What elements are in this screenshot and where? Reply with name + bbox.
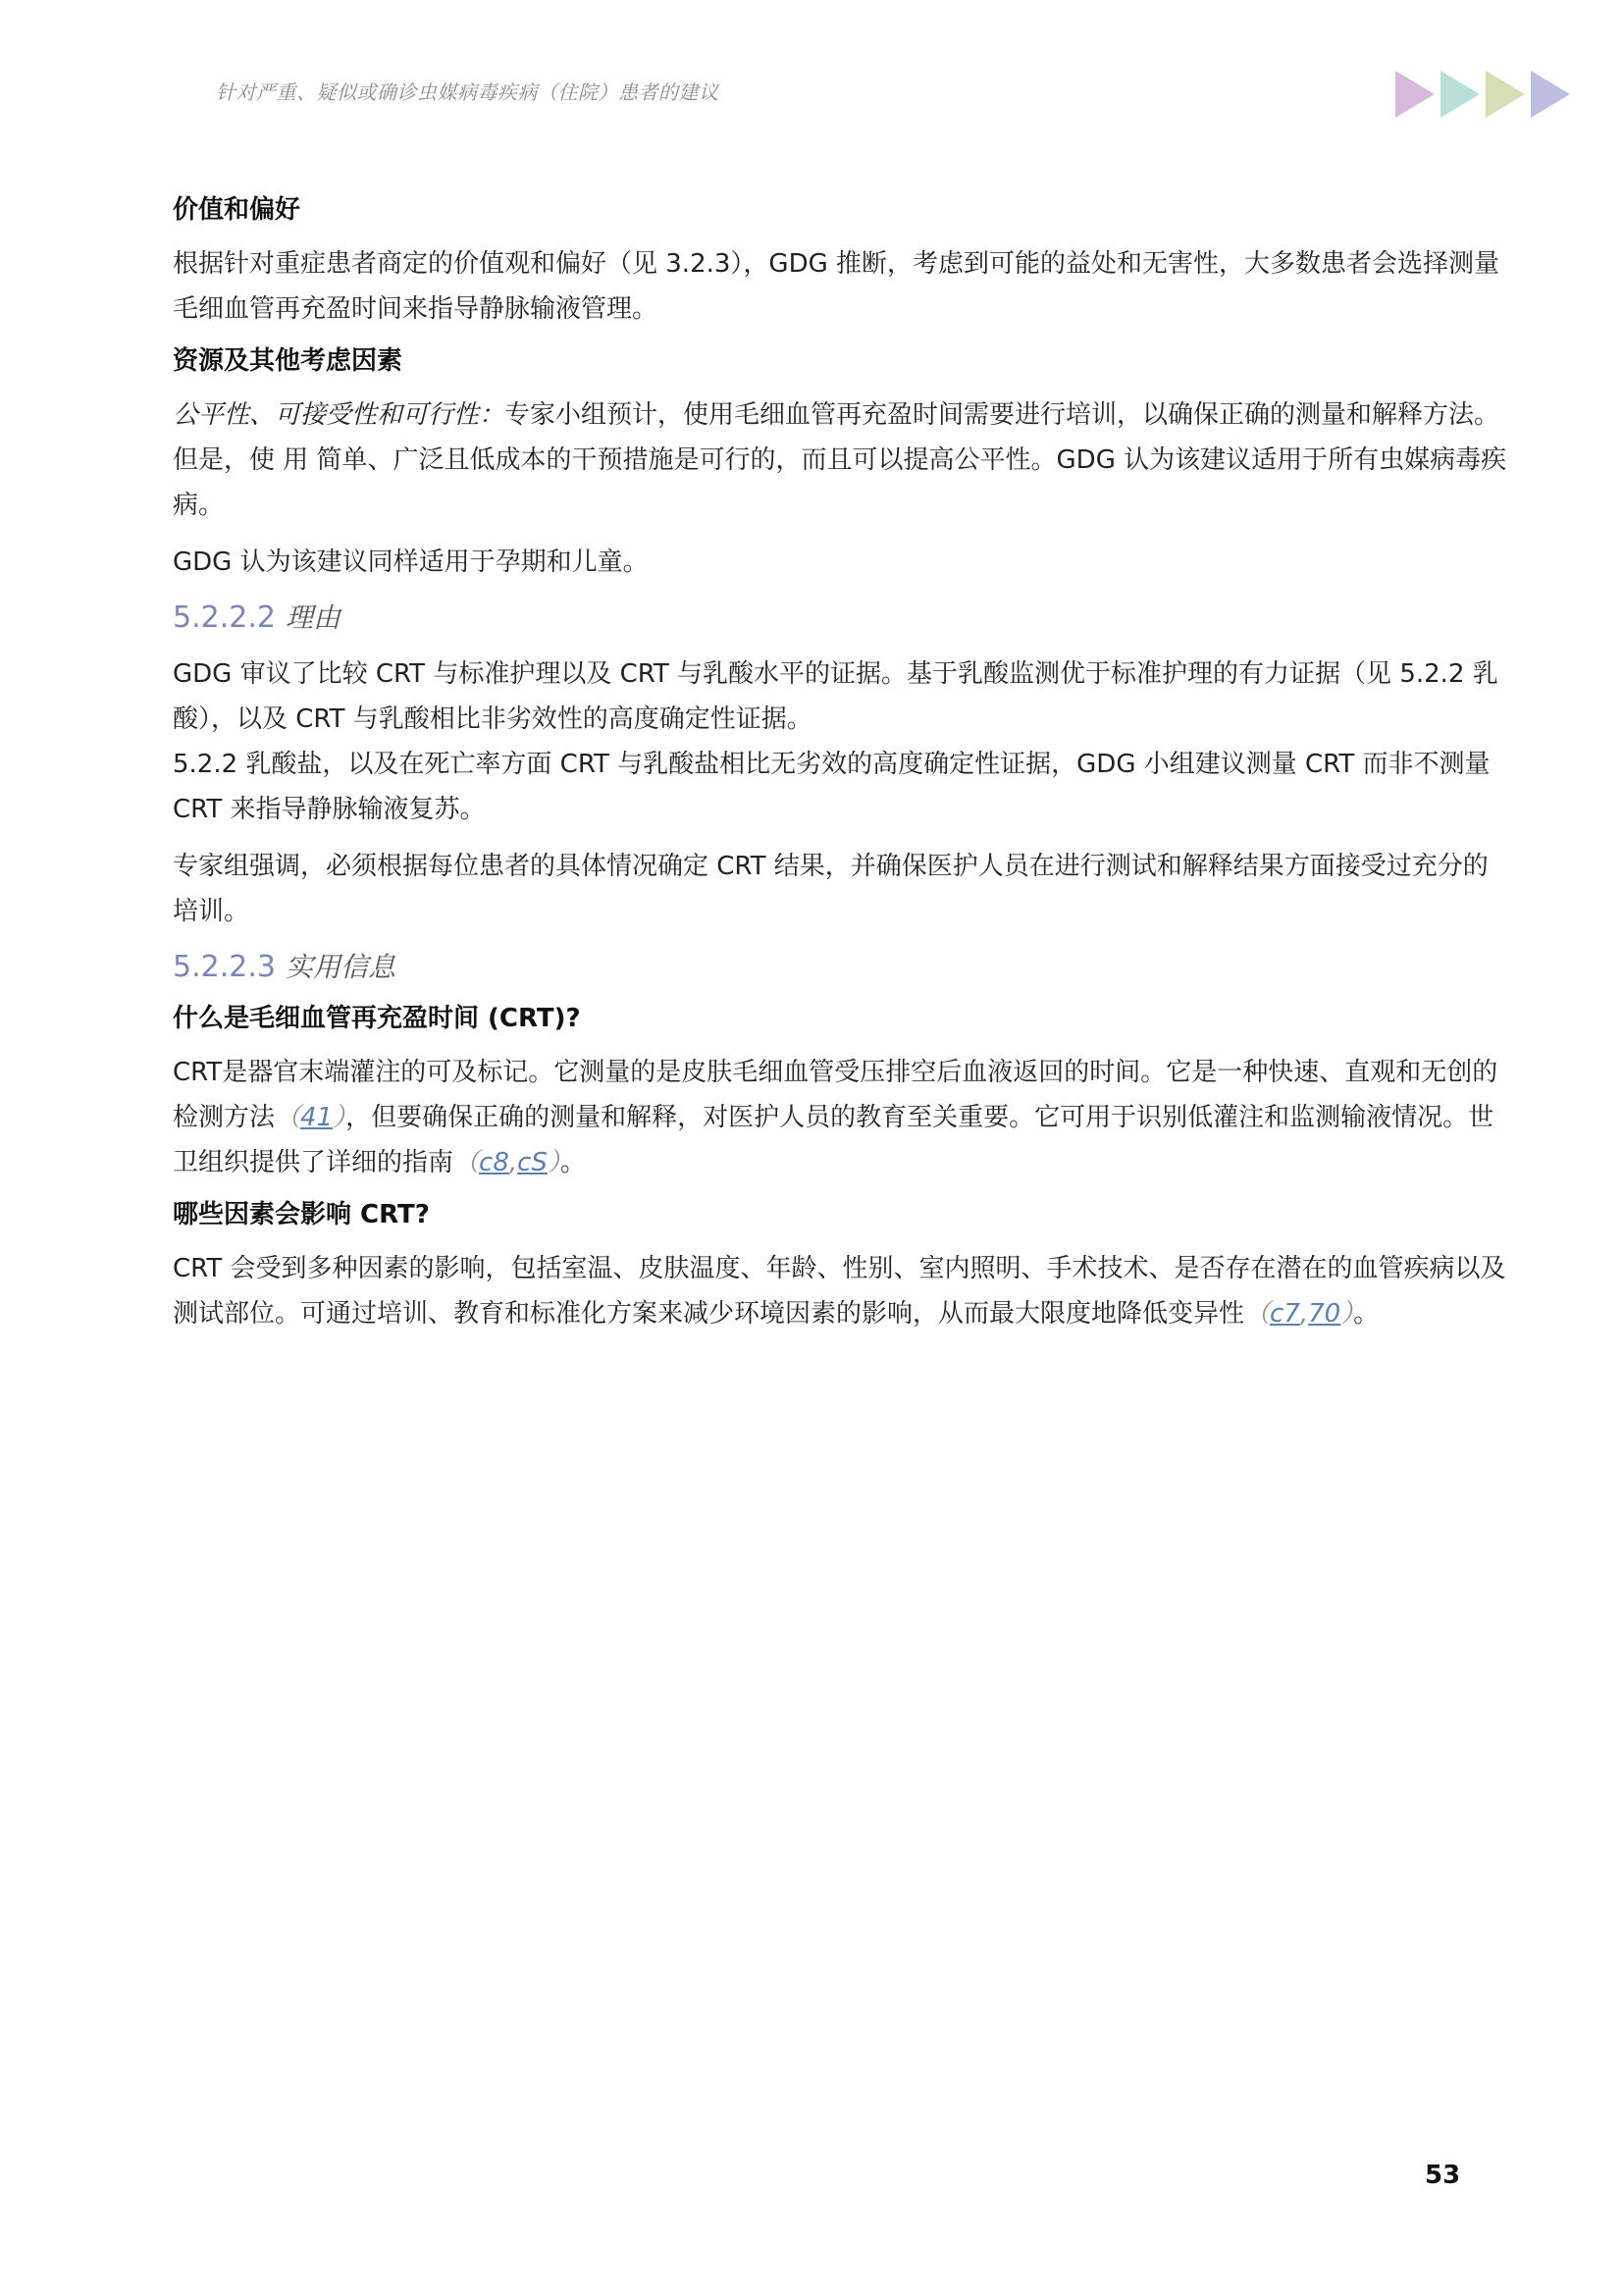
answer-what-is-crt: [173, 1050, 1507, 1185]
paragraph-rationale-2: 5.2.2 乳酸盐，以及在死亡率方面 CRT 与乳酸盐相比无劣效的高度确定性证据，GDG 小组建议测量 CRT 而非不测量 CRT 来指导静脉输液复苏。: [173, 750, 1491, 824]
answer-text: ，但要确保正确的测量和解释，对医护人员的教育至关重要。它可用于识别低灌注和监测输液情况。世卫组织提供了详细的指南: [173, 1103, 1494, 1177]
resources-text: 专家小组预计，使用毛细血管再充盈时间需要进行培训，以确保正确的测量和解释方法。但是，使 用 简单、广泛且低成本的干预措施是可行的，而且可以提高公平性。GDG 认为该建议适用于所有虫媒病毒疾病。: [173, 400, 1507, 520]
subsection-heading-practical: [173, 946, 1507, 989]
heading-values-preferences: 价值和偏好: [173, 195, 301, 225]
answer-text: 。: [559, 1148, 586, 1177]
answer-factors-crt: [173, 1246, 1507, 1336]
question-factors-crt: 哪些因素会影响 CRT?: [173, 1200, 430, 1229]
citation: （41）: [275, 1103, 346, 1132]
citation-link[interactable]: c8: [479, 1148, 509, 1177]
chevron-arrow-3: [1486, 71, 1525, 118]
paragraph-rationale-1: GDG 审议了比较 CRT 与标准护理以及 CRT 与乳酸水平的证据。基于乳酸监测优于标准护理的有力证据（见 5.2.2 乳酸），以及 CRT 与乳酸相比非劣效性的高度确定性证据。: [173, 659, 1498, 734]
citation: （c8,cS）: [453, 1148, 560, 1177]
citation-link[interactable]: 41: [300, 1103, 334, 1132]
answer-text: CRT 会受到多种因素的影响，包括室温、皮肤温度、年龄、性别、室内照明、手术技术、是否存在潜在的血管疾病以及测试部位。可通过培训、教育和标准化方案来减少环境因素的影响，从而最大限度地降低变异性: [173, 1254, 1506, 1329]
chevron-decoration: [1395, 67, 1578, 122]
running-header: 针对严重、疑似或确诊虫媒病毒疾病（住院）患者的建议: [216, 80, 719, 104]
paragraph-rationale-3: 专家组强调，必须根据每位患者的具体情况确定 CRT 结果，并确保医护人员在进行测试和解释结果方面接受过充分的培训。: [173, 852, 1489, 926]
subsection-title: 理由: [285, 601, 340, 634]
heading-resources: 资源及其他考虑因素: [173, 346, 403, 376]
citation-link[interactable]: c7: [1270, 1299, 1300, 1329]
resources-lead-italic: 公平性、可接受性和可行性：: [173, 400, 505, 430]
subsection-number: 5.2.2.3: [173, 950, 276, 984]
paragraph-resources-2: GDG 认为该建议同样适用于孕期和儿童。: [173, 548, 649, 577]
page-content: [173, 192, 1507, 1348]
subsection-heading-rationale: [173, 597, 1507, 640]
citation-link[interactable]: 70: [1308, 1299, 1341, 1329]
answer-text: CRT是器官末端灌注的可及标记。它测量的是皮肤毛细血管受压排空后血液返回的时间。它是一种快速、直观和无创的检测方法: [173, 1058, 1498, 1132]
chevron-arrow-4: [1531, 71, 1570, 118]
subsection-number: 5.2.2.2: [173, 600, 276, 635]
citation: （c7,70）: [1244, 1299, 1354, 1329]
subsection-title: 实用信息: [285, 951, 395, 983]
paragraph-values-preferences: 根据针对重症患者商定的价值观和偏好（见 3.2.3），GDG 推断，考虑到可能的益处和无害性，大多数患者会选择测量毛细血管再充盈时间来指导静脉输液管理。: [173, 249, 1500, 324]
paragraph-resources: [173, 392, 1507, 528]
chevron-arrow-1: [1395, 71, 1435, 118]
citation-link[interactable]: cS: [517, 1148, 548, 1177]
question-what-is-crt: 什么是毛细血管再充盈时间 (CRT)?: [173, 1004, 581, 1033]
page-number: 53: [1425, 2161, 1461, 2190]
answer-text: 。: [1353, 1299, 1380, 1329]
chevron-arrow-2: [1440, 71, 1480, 118]
